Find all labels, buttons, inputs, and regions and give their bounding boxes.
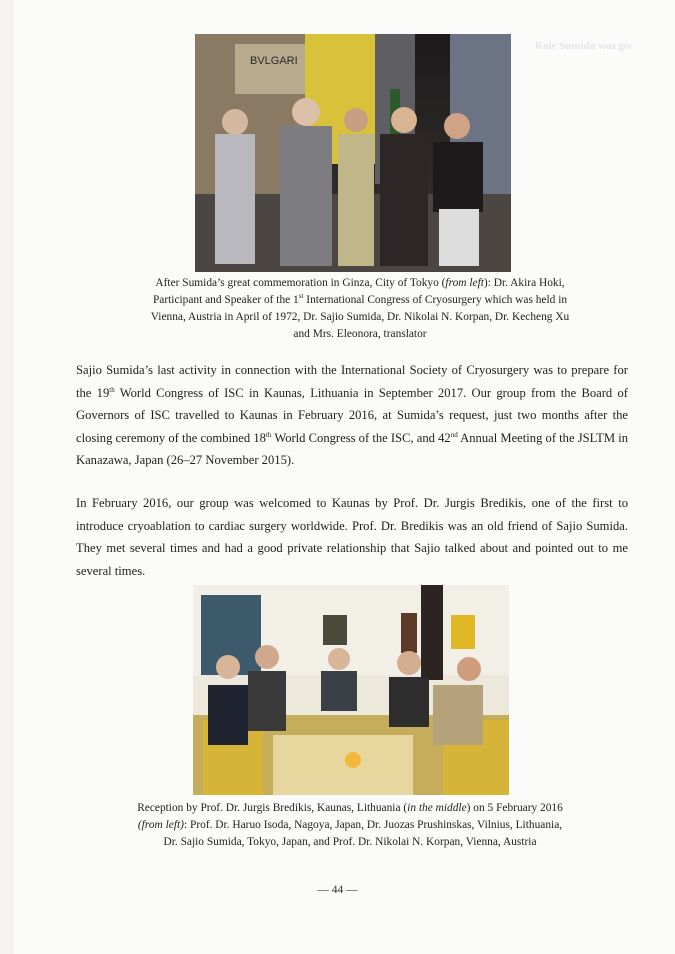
paragraph-2: In February 2016, our group was welcomed to Kaunas by Prof. Dr. Jurgis Bredikis, one of the first to introduce cryoablation to cardiac surgery worldwide. Prof. Dr. Bredikis was an old friend of Sajio Sumida. They met several times and had a good private relationship that Sajio talked about and pointed out to me several times. bbox=[76, 496, 628, 578]
kaunas-reception-photo bbox=[193, 585, 509, 795]
photo1-caption bbox=[110, 275, 610, 343]
ginza-group-photo bbox=[195, 34, 511, 272]
caption2-line3: Dr. Sajio Sumida, Tokyo, Japan, and Prof. Dr. Nikolai N. Korpan, Vienna, Austria bbox=[163, 836, 537, 848]
caption1-line1: After Sumida’s great commemoration in Ginza, City of Tokyo (from left): Dr. Akira Hoki, bbox=[155, 277, 565, 289]
caption2-line2: (from left): Prof. Dr. Haruo Isoda, Nagoya, Japan, Dr. Juozas Prushinskas, Vilnius, Lithuania, bbox=[137, 819, 563, 831]
caption1-line2: Participant and Speaker of the 1st International Congress of Cryosurgery which was held in bbox=[152, 292, 568, 306]
page-number: — 44 — bbox=[317, 884, 358, 896]
caption2-line1: Reception by Prof. Dr. Jurgis Bredikis, Kaunas, Lithuania (in the middle) on 5 February 2016 bbox=[137, 802, 563, 814]
show-through-heading: Role Sumida was giv bbox=[535, 40, 633, 52]
photo2-caption bbox=[100, 800, 600, 851]
caption1-line3: Vienna, Austria in April of 1972, Dr. Sajio Sumida, Dr. Nikolai N. Korpan, Dr. Kecheng Xu bbox=[150, 311, 570, 323]
reception-photo-illustration bbox=[193, 585, 509, 795]
paragraph-1: Sajio Sumida’s last activity in connection with the International Society of Cryosurgery was to prepare for the 19th World Congress of ISC in Kaunas, Lithuania in September 2017. Our group from the Board of Governors of ISC travelled to Kaunas in February 2016, at Sumida’s request, just two months after the closing ceremony of the combined 18th World Congress of the ISC, and 42nd Annual Meeting of the JSLTM in Kanazawa, Japan (26–27 November 2015). bbox=[76, 363, 628, 468]
caption1-line4: and Mrs. Eleonora, translator bbox=[293, 328, 427, 340]
ginza-photo-illustration bbox=[195, 34, 511, 272]
shop-sign-text: BVLGARI bbox=[250, 55, 298, 67]
